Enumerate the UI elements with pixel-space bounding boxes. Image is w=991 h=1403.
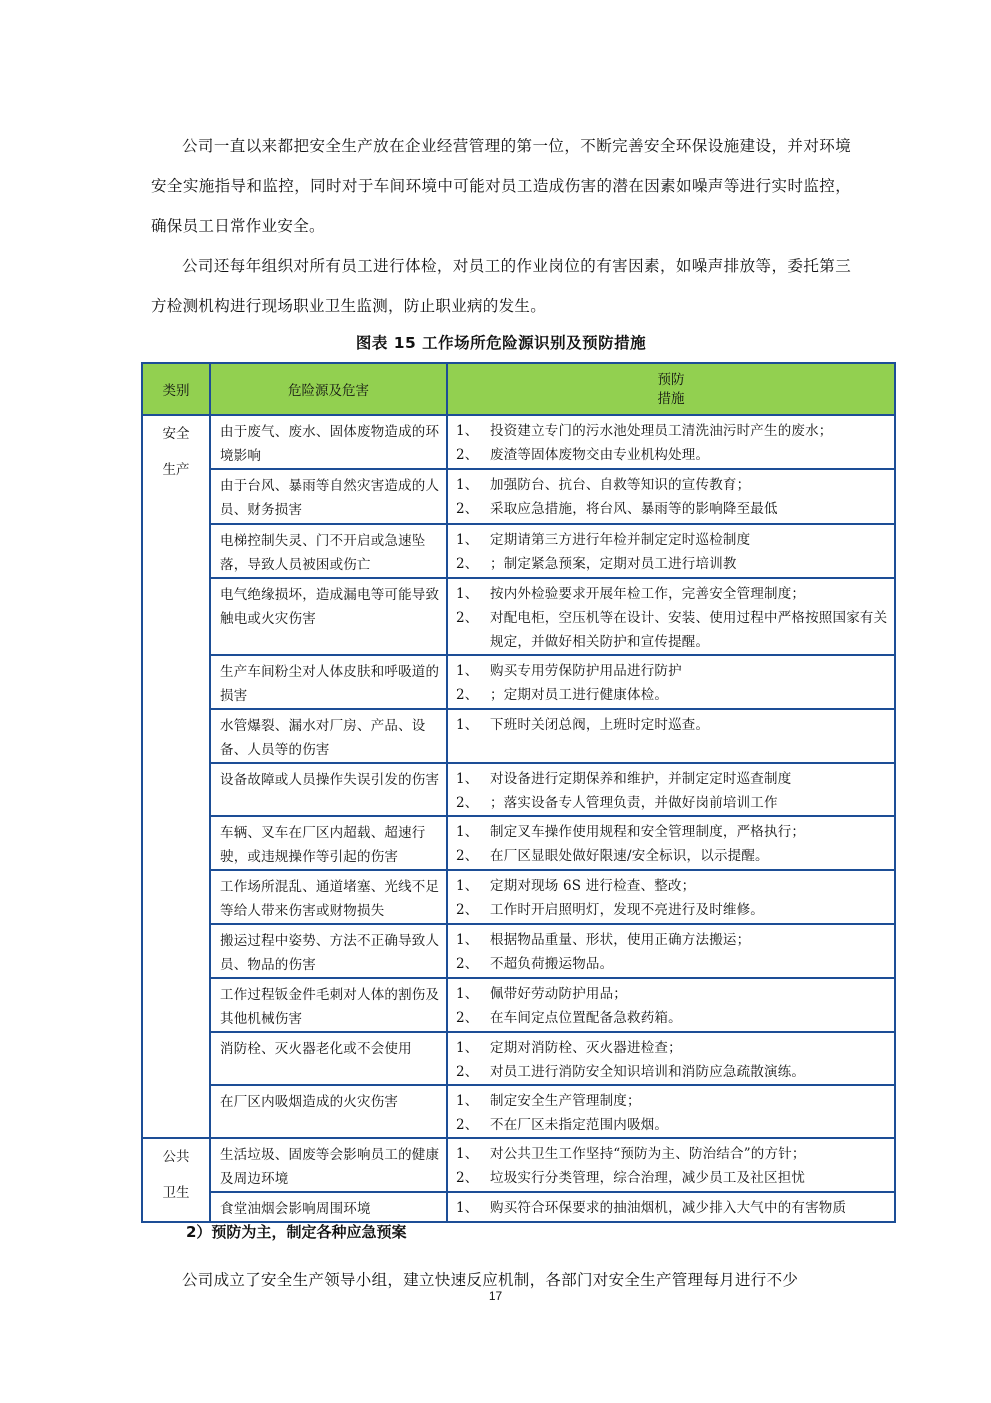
measure-text: ；落实设备专人管理负责，并做好岗前培训工作 (490, 795, 778, 811)
table-row (142, 1085, 895, 1138)
measure-number: 1、 (456, 1093, 479, 1109)
measure-number: 2、 (456, 610, 479, 626)
category-cell (142, 415, 210, 1138)
measure-number: 2、 (456, 956, 479, 972)
measure-text: 垃圾实行分类管理，综合治理，减少员工及社区担忧 (490, 1170, 806, 1186)
measure-item (456, 982, 890, 1006)
measure-number: 2、 (456, 1117, 479, 1133)
hazard-cell: 电梯控制失灵、门不开启或急速坠落，导致人员被困或伤亡 (210, 524, 447, 578)
table-row (142, 870, 895, 924)
measure-item (456, 1036, 890, 1060)
measure-item (456, 552, 890, 576)
measure-item (456, 844, 890, 868)
measure-item (456, 528, 890, 552)
hazard-cell: 车辆、叉车在厂区内超载、超速行驶，或违规操作等引起的伤害 (210, 816, 447, 870)
header-category: 类别 (142, 363, 210, 415)
measure-number: 2、 (456, 848, 479, 864)
measure-text: 制定安全生产管理制度； (490, 1093, 641, 1109)
measure-text: 投资建立专门的污水池处理员工清洗油污时产生的废水； (490, 423, 833, 439)
measures-cell (447, 1138, 895, 1192)
measures-cell (447, 469, 895, 524)
measure-item (456, 606, 890, 654)
measures-cell (447, 524, 895, 578)
measure-text: 定期请第三方进行年检并制定定时巡检制度 (490, 532, 751, 548)
measure-number: 1、 (456, 717, 479, 733)
measure-item (456, 1142, 890, 1166)
measure-text: 定期对现场 6S 进行检查、整改； (490, 878, 696, 894)
measure-text: ；定期对员工进行健康体检。 (490, 687, 669, 703)
measure-item (456, 683, 890, 707)
measure-item (456, 419, 890, 443)
measures-cell (447, 1085, 895, 1138)
table-caption: 图表 15 工作场所危险源识别及预防措施 (355, 334, 647, 352)
measure-item (456, 1006, 890, 1030)
hazard-cell: 设备故障或人员操作失误引发的伤害 (210, 763, 447, 816)
table-row (142, 655, 895, 709)
hazard-cell: 由于台风、暴雨等自然灾害造成的人员、财务损害 (210, 469, 447, 524)
measure-number: 2、 (456, 1010, 479, 1026)
measure-item (456, 791, 890, 815)
measure-text: 按内外检验要求开展年检工作，完善安全管理制度； (490, 586, 806, 602)
intro-paragraph-1: 公司一直以来都把安全生产放在企业经营管理的第一位，不断完善安全环保设施建设，并对环境安全实施指导和监控，同时对于车间环境中可能对员工造成伤害的潜在因素如噪声等进行实时监控，确保员工日常作业安全。 (151, 137, 851, 235)
table-row (142, 816, 895, 870)
measure-number: 1、 (456, 423, 479, 439)
category-label-line-1: 安全 (162, 426, 190, 442)
measure-text: 在厂区显眼处做好限速/安全标识，以示提醒。 (490, 848, 769, 864)
header-measures-line2: 措施 (657, 391, 685, 407)
measure-number: 1、 (456, 932, 479, 948)
measure-text: 对员工进行消防安全知识培训和消防应急疏散演练。 (490, 1064, 806, 1080)
measure-text: 购买符合环保要求的抽油烟机，减少排入大气中的有害物质 (490, 1200, 847, 1216)
measure-number: 2、 (456, 501, 479, 517)
measure-text: 废渣等固体废物交由专业机构处理。 (490, 447, 710, 463)
measure-number: 1、 (456, 477, 479, 493)
table-row (142, 1138, 895, 1192)
measure-number: 2、 (456, 1064, 479, 1080)
measure-number: 2、 (456, 687, 479, 703)
measure-item (456, 582, 890, 606)
measure-text: 采取应急措施，将台风、暴雨等的影响降至最低 (490, 501, 778, 517)
hazard-cell: 消防栓、灭火器老化或不会使用 (210, 1032, 447, 1085)
measures-cell (447, 1192, 895, 1222)
hazard-cell: 生活垃圾、固废等会影响员工的健康及周边环境 (210, 1138, 447, 1192)
measure-text: 下班时关闭总阀，上班时定时巡查。 (490, 717, 710, 733)
measures-cell (447, 578, 895, 655)
measure-item (456, 952, 890, 976)
measure-number: 1、 (456, 986, 479, 1002)
body-paragraph-3: 公司成立了安全生产领导小组，建立快速反应机制，各部门对安全生产管理每月进行不少 (182, 1271, 799, 1289)
measure-item (456, 443, 890, 467)
table-body (142, 415, 895, 1222)
hazard-cell: 搬运过程中姿势、方法不正确导致人员、物品的伤害 (210, 924, 447, 978)
hazard-cell: 由于废气、废水、固体废物造成的环境影响 (210, 415, 447, 469)
measure-number: 2、 (456, 447, 479, 463)
measure-item (456, 1166, 890, 1190)
hazard-cell: 在厂区内吸烟造成的火灾伤害 (210, 1085, 447, 1138)
measure-text: 制定叉车操作使用规程和安全管理制度，严格执行； (490, 824, 806, 840)
measure-text: 不在厂区未指定范围内吸烟。 (490, 1117, 669, 1133)
header-measures (447, 363, 895, 415)
table-header-row (142, 363, 895, 415)
header-hazard: 危险源及危害 (210, 363, 447, 415)
table-row (142, 763, 895, 816)
measure-text: ；制定紧急预案，定期对员工进行培训教 (490, 556, 737, 572)
measure-text: 佩带好劳动防护用品； (490, 986, 627, 1002)
hazard-cell: 工作场所混乱、通道堵塞、光线不足等给人带来伤害或财物损失 (210, 870, 447, 924)
measure-number: 2、 (456, 902, 479, 918)
table-row (142, 924, 895, 978)
category-label-line-2: 卫生 (162, 1185, 190, 1201)
measure-text: 根据物品重量、形状，使用正确方法搬运； (490, 932, 751, 948)
measures-cell (447, 978, 895, 1032)
measures-cell (447, 1032, 895, 1085)
measure-text: 不超负荷搬运物品。 (490, 956, 614, 972)
table-row (142, 1032, 895, 1085)
measure-item (456, 898, 890, 922)
measure-number: 1、 (456, 1146, 479, 1162)
measure-item (456, 820, 890, 844)
measure-text: 在车间定点位置配备急救药箱。 (490, 1010, 682, 1026)
measure-number: 1、 (456, 586, 479, 602)
measure-item (456, 1196, 890, 1220)
measures-cell (447, 655, 895, 709)
measure-item (456, 497, 890, 521)
intro-paragraph-2: 公司还每年组织对所有员工进行体检，对员工的作业岗位的有害因素，如噪声排放等，委托第三方检测机构进行现场职业卫生监测，防止职业病的发生。 (151, 257, 851, 315)
hazard-cell: 水管爆裂、漏水对厂房、产品、设备、人员等的伤害 (210, 709, 447, 763)
measures-cell (447, 924, 895, 978)
section-heading: 2）预防为主，制定各种应急预案 (186, 1223, 407, 1241)
table-row (142, 469, 895, 524)
measure-item (456, 659, 890, 683)
measure-item (456, 1113, 890, 1137)
table-row (142, 978, 895, 1032)
category-label-line-1: 公共 (162, 1149, 190, 1165)
measure-text: 加强防台、抗台、自救等知识的宣传教育； (490, 477, 751, 493)
table-row (142, 1192, 895, 1222)
category-label-line-2: 生产 (162, 462, 190, 478)
measure-number: 1、 (456, 1040, 479, 1056)
table-row (142, 415, 895, 469)
category-cell (142, 1138, 210, 1222)
measure-text: 对设备进行定期保养和维护，并制定定时巡查制度 (490, 771, 792, 787)
measure-number: 1、 (456, 824, 479, 840)
measure-text: 对公共卫生工作坚持“预防为主、防治结合”的方针； (490, 1146, 806, 1162)
measure-item (456, 1060, 890, 1084)
header-measures-line1: 预防 (657, 372, 685, 388)
table-row (142, 524, 895, 578)
measure-item (456, 767, 890, 791)
measure-number: 1、 (456, 771, 479, 787)
measure-text: 工作时开启照明灯，发现不亮进行及时维修。 (490, 902, 764, 918)
measure-number: 2、 (456, 556, 479, 572)
hazard-cell: 生产车间粉尘对人体皮肤和呼吸道的损害 (210, 655, 447, 709)
measure-text: 对配电柜，空压机等在设计、安装、使用过程中严格按照国家有关规定，并做好相关防护和宣传提醒。 (490, 610, 888, 650)
hazard-cell: 电气绝缘损坏，造成漏电等可能导致触电或火灾伤害 (210, 578, 447, 655)
hazard-table (141, 362, 896, 1223)
measures-cell (447, 709, 895, 763)
measures-cell (447, 870, 895, 924)
measures-cell (447, 816, 895, 870)
hazard-cell: 食堂油烟会影响周围环境 (210, 1192, 447, 1222)
measure-number: 2、 (456, 1170, 479, 1186)
measure-item (456, 1089, 890, 1113)
measure-text: 定期对消防栓、灭火器进检查； (490, 1040, 682, 1056)
measure-item (456, 874, 890, 898)
measure-number: 1、 (456, 532, 479, 548)
measures-cell (447, 763, 895, 816)
measure-item (456, 713, 890, 737)
measures-cell (447, 415, 895, 469)
measure-number: 1、 (456, 1200, 479, 1216)
measure-text: 购买专用劳保防护用品进行防护 (490, 663, 682, 679)
page-number: 17 (488, 1289, 503, 1303)
hazard-cell: 工作过程钣金件毛刺对人体的割伤及其他机械伤害 (210, 978, 447, 1032)
measure-number: 1、 (456, 878, 479, 894)
table-row (142, 709, 895, 763)
table-row (142, 578, 895, 655)
measure-number: 1、 (456, 663, 479, 679)
measure-item (456, 473, 890, 497)
measure-number: 2、 (456, 795, 479, 811)
measure-item (456, 928, 890, 952)
